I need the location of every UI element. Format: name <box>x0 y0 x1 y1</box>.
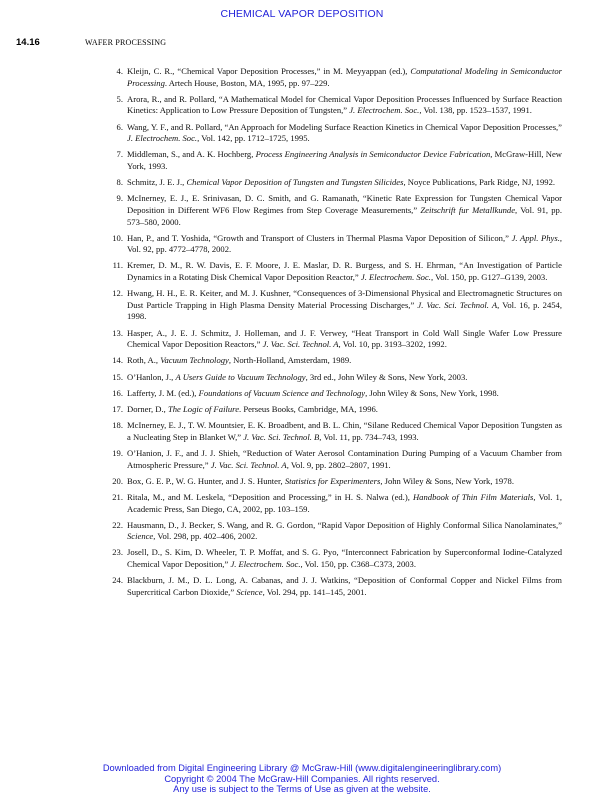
reference-text-part: Han, P., and T. Yoshida, “Growth and Transport of Clusters in Thermal Plasma Vapor Deposition of Silicon,” <box>127 232 512 243</box>
reference-text-part: , Vol. 294, pp. 141–145, 2001. <box>262 586 367 597</box>
reference-text-part: Ritala, M., and M. Leskela, “Deposition and Processing,” in H. S. Nalwa (ed.), <box>127 491 413 502</box>
reference-text <box>127 372 467 382</box>
reference-source-title: J. Vac. Sci. Technol. A <box>417 299 498 310</box>
reference-text-part: , North-Holland, Amsterdam, 1989. <box>228 355 352 366</box>
reference-text-part: , 3rd ed., John Wiley & Sons, New York, 2003. <box>305 371 468 382</box>
reference-number: 10. <box>112 232 123 243</box>
reference-text-part: , John Wiley & Sons, New York, 1998. <box>365 387 499 398</box>
reference-text-part: , Vol. 10, pp. 3193–3202, 1992. <box>338 339 447 350</box>
reference-text <box>127 122 562 144</box>
reference-text <box>127 448 562 470</box>
reference-text-part: , Vol. 16, p. 2454, 1998. <box>127 299 563 322</box>
reference-number: 8. <box>116 177 123 188</box>
reference-text <box>127 404 378 414</box>
reference-text-part: Roth, A., <box>127 355 161 366</box>
reference-number: 19. <box>112 447 123 458</box>
reference-text <box>127 94 562 116</box>
reference-item <box>106 520 562 543</box>
reference-item <box>106 372 562 384</box>
reference-source-title: J. Appl. Phys. <box>511 232 560 243</box>
reference-text-part: Hasper, A., J. E. J. Schmitz, J. Holleman, and J. F. Verwey, “Heat Transport in Cold Wall Single Wafer Low Pressure Chemical Vapor Deposition Reactors,” <box>127 327 562 350</box>
reference-text <box>127 476 514 486</box>
reference-source-title: The Logic of Failure <box>167 403 240 414</box>
reference-text <box>127 520 562 542</box>
reference-item <box>106 149 562 172</box>
reference-source-title: Vacuum Technology <box>160 355 229 366</box>
reference-text <box>127 233 562 255</box>
reference-source-title: Science <box>236 586 263 597</box>
reference-number: 4. <box>116 66 123 76</box>
reference-text <box>127 492 562 514</box>
reference-text-part: McInerney, E. J., T. W. Mountsier, E. K. Broadbent, and B. L. Chin, “Silane Reduced Chemical Vapor Deposition Tungsten as a Nucleating Step in Blanket W,” <box>127 420 562 442</box>
reference-text-part: , John Wiley & Sons, New York, 1978. <box>380 475 514 486</box>
footer-download-link[interactable]: Downloaded from Digital Engineering Library @ McGraw-Hill (www.digitalengineeringlibrary.com) <box>102 763 502 773</box>
reference-item <box>106 122 562 145</box>
reference-item <box>106 492 562 515</box>
reference-text-part: , Vol. 298, pp. 402–406, 2002. <box>153 531 258 542</box>
reference-source-title: J. Electrochem. Soc. <box>127 133 198 144</box>
reference-item <box>106 355 562 367</box>
reference-number: 20. <box>112 475 123 486</box>
reference-text-part: Arora, R., and R. Pollard, “A Mathematical Model for Chemical Vapor Deposition Processes Influenced by Surface Reaction Kinetics: Application to Low Pressure Deposition of Tungsten,” <box>127 93 562 116</box>
reference-text <box>127 388 499 398</box>
page-number: 14.16 <box>16 37 40 48</box>
reference-text-part: , Vol. 11, pp. 734–743, 1993. <box>319 431 419 442</box>
reference-source-title: Process Engineering Analysis in Semiconductor Device Fabrication <box>255 149 491 160</box>
reference-text-part: , Vol. 91, pp. 573–580, 2000. <box>127 204 562 227</box>
reference-source-title: Science <box>127 531 154 542</box>
reference-item <box>106 388 562 400</box>
reference-source-title: J. Vac. Sci. Technol. B <box>243 431 320 442</box>
reference-number: 7. <box>116 149 123 160</box>
reference-item <box>106 448 562 471</box>
reference-text-part: Hausmann, D., J. Becker, S. Wang, and R. G. Gordon, “Rapid Vapor Deposition of Highly Conformal Silica Nanolaminates,” <box>127 519 562 530</box>
reference-source-title: Computational Modeling in Semiconductor Processing <box>127 66 562 88</box>
reference-number: 16. <box>112 387 123 398</box>
reference-text-part: Dorner, D., <box>127 403 168 414</box>
reference-text <box>127 66 562 88</box>
reference-text-part: , Vol. 9, pp. 2802–2807, 1991. <box>286 459 391 470</box>
reference-source-title: J. Vac. Sci. Technol. A <box>262 339 339 350</box>
reference-source-title: Foundations of Vacuum Science and Technology <box>198 387 366 398</box>
reference-item <box>106 288 562 323</box>
reference-text-part: , Vol. 150, pp. C368–C373, 2003. <box>300 559 416 570</box>
reference-source-title: A Users Guide to Vacuum Technology <box>175 371 306 382</box>
reference-number: 21. <box>112 491 123 502</box>
reference-list <box>106 66 562 603</box>
reference-number: 24. <box>112 575 123 586</box>
reference-number: 14. <box>112 355 123 366</box>
reference-text <box>127 328 562 350</box>
reference-number: 15. <box>112 371 123 382</box>
reference-item <box>106 575 562 598</box>
reference-number: 6. <box>116 121 123 132</box>
reference-source-title: J. Electrochem. Soc. <box>360 272 431 283</box>
reference-text-part: . Perseus Books, Cambridge, MA, 1996. <box>239 403 378 414</box>
reference-source-title: J. Electrochem. Soc. <box>349 105 420 116</box>
reference-text-part: O’Hanlon, J., <box>127 371 176 382</box>
reference-source-title: Handbook of Thin Film Materials <box>412 491 534 502</box>
reference-text-part: Hwang, H. H., E. R. Keiter, and M. J. Kushner, “Consequences of 3-Dimensional Physical and Electromagnetic Structures on Dust Particle Trapping in High Plasma Density Material Processing Discharges,” <box>127 288 562 310</box>
reference-text-part: Blackburn, J. M., D. L. Long, A. Cabanas, and J. J. Watkins, “Deposition of Conformal Copper and Nickel Films from Supercritical Carbon Dioxide,” <box>127 575 562 597</box>
reference-number: 22. <box>112 519 123 530</box>
reference-number: 13. <box>112 327 123 338</box>
reference-text-part: . Artech House, Boston, MA, 1995, pp. 97–229. <box>164 77 330 88</box>
reference-text-part: Box, G. E. P., W. G. Hunter, and J. S. Hunter, <box>127 475 285 486</box>
reference-text-part: , Vol. 1, Academic Press, San Diego, CA, 2002, pp. 103–159. <box>127 491 562 514</box>
reference-number: 17. <box>112 403 123 414</box>
reference-item <box>106 420 562 443</box>
reference-text-part: Kleijn, C. R., “Chemical Vapor Deposition Processes,” in M. Meyyappan (ed.), <box>127 66 411 76</box>
reference-item <box>106 177 562 189</box>
reference-item <box>106 404 562 416</box>
reference-number: 23. <box>112 547 123 558</box>
reference-item <box>106 193 562 228</box>
reference-number: 12. <box>112 288 123 299</box>
reference-number: 5. <box>116 93 123 104</box>
reference-text <box>127 547 562 569</box>
reference-text-part: , Vol. 142, pp. 1712–1725, 1995. <box>197 133 310 144</box>
reference-text-part: McInerney, E. J., E. Srinivasan, D. C. Smith, and G. Ramanath, “Kinetic Rate Expression for Tungsten Chemical Vapor Deposition in Different WF6 Flow Regimes from Step Coverage Measurements,” <box>127 193 562 215</box>
reference-text-part: , Vol. 138, pp. 1523–1537, 1991. <box>419 105 532 116</box>
reference-number: 9. <box>116 193 123 204</box>
reference-text-part: Wang, Y. F., and R. Pollard, “An Approach for Modeling Surface Reaction Kinetics in Chemical Vapor Deposition Processes,” <box>127 121 562 132</box>
reference-text-part: O’Hanion, J. F., and J. J. Shieh, “Reduction of Water Aerosol Contamination During Pumping of a Vacuum Chamber from Atmospheric Pressure,” <box>127 447 562 470</box>
reference-item <box>106 260 562 283</box>
reference-text <box>127 288 562 321</box>
reference-text-part: Kremer, D. M., R. W. Davis, E. F. Moore, J. E. Maslar, D. R. Burgess, and S. H. Ehrman, “An Investigation of Particle Dynamics in a Rotating Disk Chemical Vapor Deposition Reactor,” <box>127 260 562 283</box>
reference-text-part: Schmitz, J. E. J., <box>127 177 187 188</box>
page-header-title: CHEMICAL VAPOR DEPOSITION <box>220 8 384 20</box>
reference-source-title: Zeitschrift fur Metallkunde <box>420 204 516 215</box>
running-head-section: WAFER PROCESSING <box>85 38 167 47</box>
reference-text <box>127 420 562 442</box>
reference-text <box>127 193 562 226</box>
reference-text <box>127 177 555 187</box>
footer-copyright: Copyright © 2004 The McGraw-Hill Companies. All rights reserved. <box>164 773 440 784</box>
reference-item <box>106 328 562 351</box>
reference-text-part: , Vol. 92, pp. 4772–4778, 2002. <box>127 232 563 255</box>
reference-item <box>106 233 562 256</box>
reference-number: 18. <box>112 420 123 431</box>
reference-item <box>106 476 562 488</box>
reference-text-part: Josell, D., S. Kim, D. Wheeler, T. P. Moffat, and S. G. Pyo, “Interconnect Fabrication by Superconformal Iodine-Catalyzed Chemical Vapor Deposition,” <box>127 547 562 570</box>
reference-text-part: , Vol. 150, pp. G127–G139, 2003. <box>430 272 548 283</box>
reference-number: 11. <box>112 260 123 271</box>
reference-text-part: , McGraw-Hill, New York, 1993. <box>127 149 562 171</box>
reference-item <box>106 66 562 89</box>
reference-source-title: J. Electrochem. Soc. <box>230 559 301 570</box>
reference-text-part: , Noyce Publications, Park Ridge, NJ, 1992. <box>403 177 556 188</box>
page-footer <box>0 763 604 795</box>
reference-text <box>127 355 351 365</box>
reference-source-title: J. Vac. Sci. Technol. A <box>210 459 287 470</box>
reference-item <box>106 547 562 570</box>
reference-text-part: Middleman, S., and A. K. Hochberg, <box>127 149 256 160</box>
reference-text <box>127 260 562 282</box>
reference-text-part: Lafferty, J. M. (ed.), <box>127 387 199 398</box>
reference-item <box>106 94 562 117</box>
reference-source-title: Statistics for Experimenters <box>284 475 381 486</box>
footer-terms: Any use is subject to the Terms of Use as given at the website. <box>173 784 431 795</box>
reference-source-title: Chemical Vapor Deposition of Tungsten and Tungsten Silicides <box>186 177 404 188</box>
reference-text <box>127 575 562 597</box>
reference-text <box>127 149 562 171</box>
